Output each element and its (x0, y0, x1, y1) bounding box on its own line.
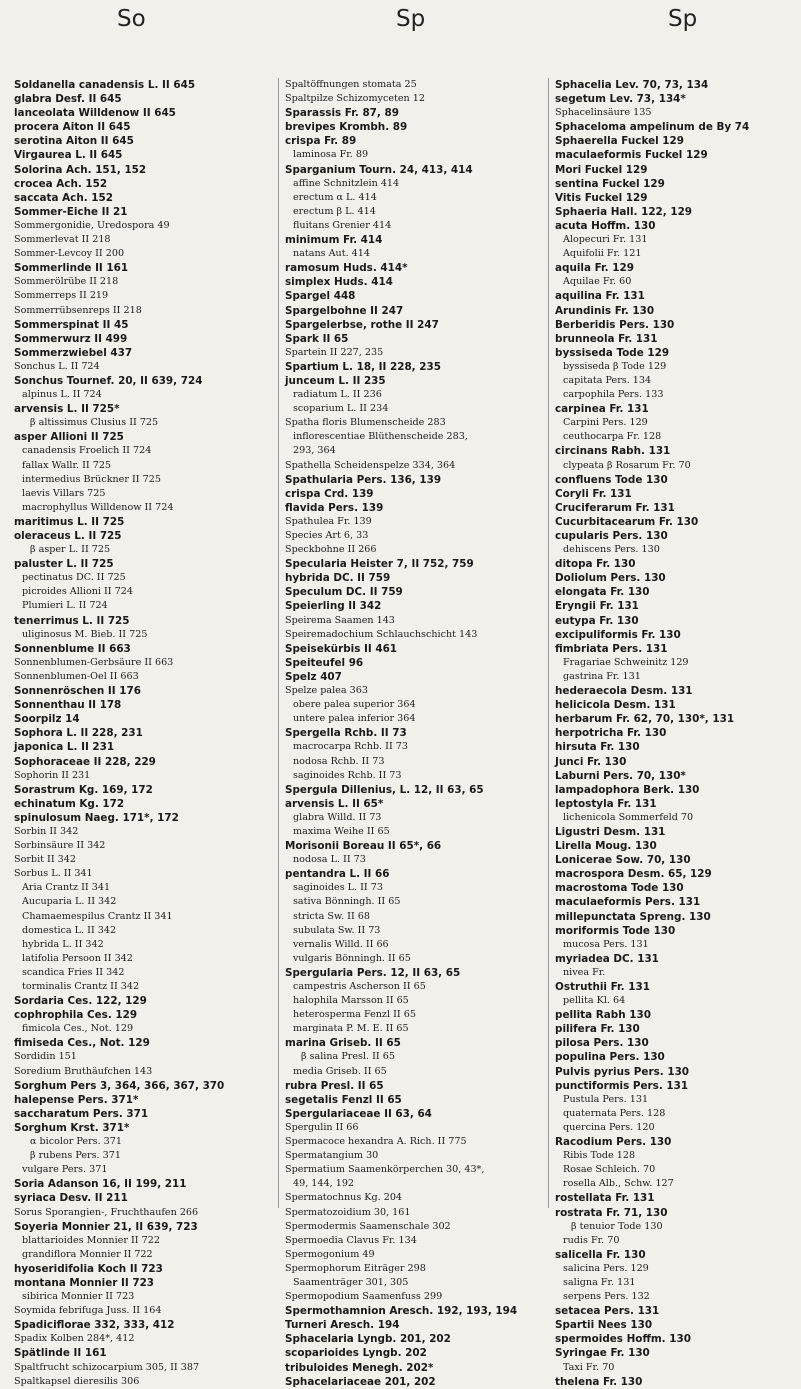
index-entry: Chamaemespilus Crantz II 341 (22, 910, 173, 922)
index-entry: Pulvis pyrius Pers. 130 (555, 1065, 690, 1078)
index-entry: eutypa Fr. 130 (555, 614, 639, 627)
index-entry: dehiscens Pers. 130 (563, 544, 660, 556)
index-entry: β asper L. II 725 (30, 544, 111, 556)
index-entry: Spermatozoidium 30, 161 (285, 1206, 411, 1218)
index-entry: Coryli Fr. 131 (555, 487, 632, 500)
index-entry: millepunctata Spreng. 130 (555, 910, 711, 923)
index-entry: Spaltfrucht schizocarpium 305, II 387 (14, 1361, 200, 1373)
index-entry: Alopecuri Fr. 131 (563, 234, 648, 246)
index-entry: laevis Villars 725 (22, 487, 106, 499)
index-entry: α bicolor Pers. 371 (30, 1136, 122, 1148)
index-entry: Spargel 448 (285, 290, 356, 303)
index-entry: vulgare Pers. 371 (22, 1164, 108, 1176)
index-entry: ceuthocarpa Fr. 128 (563, 431, 662, 443)
index-entry: Sommerspinat II 45 (14, 318, 129, 331)
index-entry: capitata Pers. 134 (563, 374, 652, 386)
index-entry: Spergularia Pers. 12, II 63, 65 (285, 966, 461, 979)
index-entry: Turneri Aresch. 194 (285, 1319, 400, 1332)
index-entry: grandiflora Monnier II 722 (22, 1248, 153, 1260)
index-entry: Sorbus L. II 341 (14, 868, 93, 880)
index-entry: Spermatangium 30 (285, 1150, 379, 1162)
index-entry: Spätlinde II 161 (14, 1347, 107, 1360)
index-entry: fimbriata Pers. 131 (555, 642, 668, 655)
index-entry: Vitis Fuckel 129 (555, 191, 648, 204)
index-entry: asper Allioni II 725 (14, 431, 124, 444)
index-entry: Cucurbitacearum Fr. 130 (555, 515, 699, 528)
index-entry: spermoides Hoffm. 130 (555, 1333, 691, 1346)
index-entry: paluster L. II 725 (14, 558, 114, 571)
index-entry: Sommerreps II 219 (14, 290, 109, 302)
index-entry: simplex Huds. 414 (285, 276, 393, 289)
index-entry: scandica Fries II 342 (22, 966, 125, 978)
index-entry: serpens Pers. 132 (563, 1291, 650, 1303)
index-entry: Spadix Kolben 284*, 412 (14, 1333, 135, 1345)
index-entry: Plumieri L. II 724 (22, 600, 108, 612)
index-entry: affine Schnitzlein 414 (293, 177, 400, 189)
index-entry: heterosperma Fenzl II 65 (293, 1009, 416, 1021)
index-entry: macrocarpa Rchb. II 73 (293, 741, 408, 753)
index-entry: mucosa Pers. 131 (563, 938, 649, 950)
index-entry: Spargelerbse, rothe II 247 (285, 318, 439, 331)
index-entry: saginoides Rchb. II 73 (293, 769, 402, 781)
index-entry: domestica L. II 342 (22, 924, 117, 936)
index-entry: hybrida DC. II 759 (285, 572, 391, 585)
index-entry: Sphaceloma ampelinum de By 74 (555, 121, 750, 134)
index-entry: fluitans Grenier 414 (293, 219, 392, 231)
index-entry: Spaltöffnungen stomata 25 (285, 79, 417, 90)
index-entry: untere palea inferior 364 (293, 713, 416, 725)
index-entry: Sonnenblume II 663 (14, 642, 131, 655)
index-entry: serotina Aiton II 645 (14, 135, 134, 148)
index-entry: arvensis L. II 65* (285, 797, 384, 810)
index-entry: Sonnenblumen-Oel II 663 (14, 670, 139, 682)
index-entry: Lonicerae Sow. 70, 130 (555, 854, 691, 867)
index-entry: Spermodermis Saamenschale 302 (285, 1220, 451, 1232)
index-entry: nodosa L. II 73 (293, 854, 366, 866)
index-entry: pellita Rabh 130 (555, 1009, 651, 1022)
index-entry: Speisekürbis II 461 (285, 642, 398, 655)
index-entry: carpinea Fr. 131 (555, 403, 649, 416)
index-entry: herpotricha Fr. 130 (555, 727, 667, 740)
index-entry: cophrophila Ces. 129 (14, 1009, 138, 1022)
index-entry: Speiremadochium Schlauchschicht 143 (285, 628, 478, 640)
index-entry: fallax Wallr. II 725 (22, 459, 112, 471)
index-entry: punctiformis Pers. 131 (555, 1079, 689, 1092)
index-entry: saccata Ach. 152 (14, 191, 113, 204)
index-entry: hybrida L. II 342 (22, 938, 104, 950)
index-entry: Sonnenblumen-Gerbsäure II 663 (14, 656, 174, 668)
index-entry: Sonnenthau II 178 (14, 699, 122, 712)
index-entry: 293, 364 (293, 445, 336, 457)
index-entry: Soria Adanson 16, II 199, 211 (14, 1178, 187, 1191)
index-entry: Spermatochnus Kg. 204 (285, 1192, 403, 1204)
index-entry: myriadea DC. 131 (555, 952, 659, 965)
index-entry: saccharatum Pers. 371 (14, 1107, 149, 1120)
index-entry: stricta Sw. II 68 (293, 910, 371, 922)
index-entry: macrostoma Tode 130 (555, 882, 684, 895)
index-entry: Sphaeria Hall. 122, 129 (555, 205, 693, 218)
index-entry: acuta Hoffm. 130 (555, 219, 656, 232)
index-entry: β tenuior Tode 130 (571, 1220, 663, 1232)
index-entry: Carpini Pers. 129 (563, 417, 648, 429)
index-entry: Sorghum Krst. 371* (14, 1121, 130, 1134)
index-column-1 (14, 78, 258, 1389)
index-entry: carpophila Pers. 133 (563, 389, 664, 401)
index-entry: maritimus L. II 725 (14, 515, 125, 528)
index-entry: Sommer-Levcoy II 200 (14, 248, 125, 260)
index-entry: halepense Pers. 371* (14, 1093, 139, 1106)
index-entry: salicella Fr. 130 (555, 1248, 646, 1261)
index-entry: junceum L. II 235 (285, 374, 386, 387)
index-entry: nivea Fr. (563, 966, 606, 978)
index-entry: Soorpilz 14 (14, 713, 80, 726)
index-entry: Speiteufel 96 (285, 656, 364, 669)
index-entry: aquila Fr. 129 (555, 262, 634, 275)
index-entry: Aria Crantz II 341 (22, 882, 111, 894)
index-entry: rosella Alb., Schw. 127 (563, 1178, 674, 1190)
index-entry: Spermopodium Saamenfuss 299 (285, 1291, 443, 1303)
index-entry: erectum α L. 414 (293, 191, 377, 203)
index-entry: pilifera Fr. 130 (555, 1023, 640, 1036)
index-entry: maxima Weihe II 65 (293, 825, 390, 837)
index-entry: Aquifolii Fr. 121 (563, 248, 642, 260)
index-entry: Spadiciflorae 332, 333, 412 (14, 1319, 175, 1332)
index-entry: pilosa Pers. 130 (555, 1037, 649, 1050)
index-entry: β salina Presl. II 65 (301, 1051, 395, 1063)
index-entry: alpinus L. II 724 (22, 389, 102, 401)
index-entry: salicina Pers. 129 (563, 1262, 649, 1274)
index-entry: pellita Kl. 64 (563, 995, 626, 1007)
index-entry: ditopa Fr. 130 (555, 558, 636, 571)
index-entry: Sommerlevat II 218 (14, 234, 111, 246)
index-entry: Sphacelinsäure 135 (555, 107, 652, 119)
index-entry: saginoides L. II 73 (293, 882, 383, 894)
index-entry: Eryngii Fr. 131 (555, 600, 639, 613)
index-entry: Sparassis Fr. 87, 89 (285, 107, 399, 120)
index-entry: crispa Fr. 89 (285, 135, 357, 148)
index-entry: Sphacelia Lev. 70, 73, 134 (555, 79, 709, 91)
index-entry: Berberidis Pers. 130 (555, 318, 675, 331)
index-entry: uliginosus M. Bieb. II 725 (22, 628, 148, 640)
index-entry: Spark II 65 (285, 332, 349, 345)
index-entry: echinatum Kg. 172 (14, 797, 125, 810)
index-entry: montana Monnier II 723 (14, 1276, 155, 1289)
index-entry: Spergella Rchb. II 73 (285, 727, 407, 740)
index-entry: Soyeria Monnier 21, II 639, 723 (14, 1220, 198, 1233)
index-entry: rudis Fr. 70 (563, 1234, 620, 1246)
index-entry: japonica L. II 231 (14, 741, 115, 754)
index-entry: blattarioides Monnier II 722 (22, 1234, 160, 1246)
index-entry: Ribis Tode 128 (563, 1150, 636, 1162)
index-entry: latifolia Persoon II 342 (22, 952, 133, 964)
index-entry: subulata Sw. II 73 (293, 924, 381, 936)
index-entry: torminalis Crantz II 342 (22, 981, 140, 992)
index-entry: Sorus Sporangien-, Fruchthaufen 266 (14, 1206, 199, 1218)
index-entry: syriaca Desv. II 211 (14, 1192, 128, 1205)
index-entry: excipuliformis Fr. 130 (555, 628, 681, 641)
index-entry: ramosum Huds. 414* (285, 262, 408, 275)
index-entry: Spermophorum Eiträger 298 (285, 1262, 426, 1274)
index-entry: brevipes Krombh. 89 (285, 121, 408, 134)
index-entry: lanceolata Willdenow II 645 (14, 107, 176, 120)
index-entry: Spermogonium 49 (285, 1248, 375, 1260)
index-entry: Ostruthii Fr. 131 (555, 981, 650, 993)
index-column-3 (548, 78, 801, 1388)
index-entry: byssiseda Tode 129 (555, 346, 670, 359)
index-entry: helicicola Desm. 131 (555, 699, 676, 712)
index-entry: Sordaria Ces. 122, 129 (14, 995, 147, 1008)
index-entry: maculaeformis Fuckel 129 (555, 149, 708, 162)
index-entry: cupularis Pers. 130 (555, 530, 668, 542)
header-right: Sp (668, 6, 698, 32)
index-entry: crispa Crd. 139 (285, 487, 374, 500)
index-entry: marina Griseb. II 65 (285, 1037, 401, 1050)
index-entry: Spatha floris Blumenscheide 283 (285, 417, 446, 429)
index-entry: Soredium Bruthäufchen 143 (14, 1065, 153, 1077)
index-entry: Soldanella canadensis L. II 645 (14, 79, 196, 91)
index-entry: arvensis L. II 725* (14, 403, 120, 416)
index-entry: Sommergonidie, Uredospora 49 (14, 219, 170, 231)
index-entry: halophila Marsson II 65 (293, 995, 409, 1007)
index-entry: Spartium L. 18, II 228, 235 (285, 360, 441, 373)
header-left: So (117, 6, 146, 32)
index-entry: byssiseda β Tode 129 (563, 360, 667, 372)
index-entry: Spergulin II 66 (285, 1121, 359, 1133)
index-entry: thelena Fr. 130 (555, 1375, 643, 1388)
index-entry: brunneola Fr. 131 (555, 332, 658, 345)
index-entry: hyoseridifolia Koch II 723 (14, 1262, 163, 1275)
index-entry: Sommerrübsenreps II 218 (14, 304, 142, 316)
index-entry: Sparganium Tourn. 24, 413, 414 (285, 163, 473, 176)
index-entry: Sphaerella Fuckel 129 (555, 135, 684, 148)
index-entry: Virgaurea L. II 645 (14, 149, 123, 162)
index-entry: Doliolum Pers. 130 (555, 572, 666, 585)
index-entry: Soymida febrifuga Juss. II 164 (14, 1305, 162, 1317)
index-entry: macrospora Desm. 65, 129 (555, 868, 712, 881)
index-entry: Morisonii Boreau II 65*, 66 (285, 840, 442, 853)
index-entry: Spermoedia Clavus Fr. 134 (285, 1234, 417, 1246)
index-entry: Spargelbohne II 247 (285, 304, 404, 317)
index-entry: canadensis Froelich II 724 (22, 445, 152, 457)
index-entry: clypeata β Rosarum Fr. 70 (563, 459, 691, 471)
index-entry: lampadophora Berk. 130 (555, 783, 700, 796)
index-entry: Speierling II 342 (285, 600, 382, 613)
index-entry: sibirica Monnier II 723 (22, 1291, 135, 1303)
index-entry: Spergulariaceae II 63, 64 (285, 1107, 432, 1120)
header-middle: Sp (396, 6, 426, 32)
index-entry: tenerrimus L. II 725 (14, 614, 130, 627)
index-entry: segetalis Fenzl II 65 (285, 1093, 402, 1106)
index-entry: Arundinis Fr. 130 (555, 304, 655, 317)
index-entry: Sophora L. II 228, 231 (14, 727, 143, 740)
index-entry: Spaltpilze Schizomyceten 12 (285, 93, 425, 105)
index-entry: hederaecola Desm. 131 (555, 685, 693, 698)
index-entry: pentandra L. II 66 (285, 868, 390, 881)
index-entry: Species Art 6, 33 (285, 530, 369, 541)
index-entry: Mori Fuckel 129 (555, 163, 648, 176)
index-entry: Sonnenröschen II 176 (14, 685, 141, 698)
index-entry: hirsuta Fr. 130 (555, 741, 640, 754)
index-entry: Junci Fr. 130 (555, 755, 627, 768)
index-entry: moriformis Tode 130 (555, 924, 676, 937)
index-entry: media Griseb. II 65 (293, 1065, 387, 1077)
index-entry: laminosa Fr. 89 (293, 149, 369, 161)
index-entry: rostellata Fr. 131 (555, 1192, 655, 1205)
index-entry: intermedius Brückner II 725 (22, 473, 161, 485)
index-entry: natans Aut. 414 (293, 248, 370, 260)
index-entry: elongata Fr. 130 (555, 586, 650, 599)
index-entry: Aquilae Fr. 60 (563, 276, 632, 288)
index-entry: campestris Ascherson II 65 (293, 981, 426, 992)
index-entry: segetum Lev. 73, 134* (555, 93, 686, 106)
index-entry: Spermothamnion Aresch. 192, 193, 194 (285, 1305, 518, 1318)
index-entry: leptostyla Fr. 131 (555, 797, 657, 810)
index-entry: quaternata Pers. 128 (563, 1107, 666, 1119)
running-headers (0, 4, 800, 44)
index-entry: Spartii Nees 130 (555, 1319, 653, 1332)
index-entry: nodosa Rchb. II 73 (293, 755, 385, 767)
index-entry: Sphacelariaceae 201, 202 (285, 1375, 436, 1388)
index-entry: Solorina Ach. 151, 152 (14, 163, 147, 176)
index-entry: radiatum L. II 236 (293, 389, 382, 401)
index-entry: vernalis Willd. II 66 (293, 938, 389, 950)
index-entry: β rubens Pers. 371 (30, 1150, 121, 1162)
index-entry: Spergula Dillenius, L. 12, II 63, 65 (285, 783, 484, 796)
index-entry: rubra Presl. II 65 (285, 1079, 384, 1092)
index-entry: Spermatium Saamenkörperchen 30, 43*, (285, 1164, 485, 1176)
index-entry: inflorescentiae Blüthenscheide 283, (293, 431, 468, 443)
index-entry: Sordidin 151 (14, 1051, 77, 1063)
index-entry: Aucuparia L. II 342 (22, 896, 117, 908)
index-entry: saligna Fr. 131 (563, 1276, 636, 1288)
index-entry: Racodium Pers. 130 (555, 1136, 672, 1149)
index-entry: Sophorin II 231 (14, 769, 91, 781)
index-column-2 (278, 78, 549, 1388)
index-entry: populina Pers. 130 (555, 1051, 665, 1064)
index-entry: fimiseda Ces., Not. 129 (14, 1037, 150, 1050)
index-entry: β altissimus Clusius II 725 (30, 417, 159, 429)
index-entry: flavida Pers. 139 (285, 501, 384, 514)
index-entry: spinulosum Naeg. 171*, 172 (14, 811, 179, 824)
index-entry: scoparioides Lyngb. 202 (285, 1347, 427, 1360)
index-entry: Spathularia Pers. 136, 139 (285, 473, 442, 486)
index-entry: aquilina Fr. 131 (555, 290, 645, 303)
index-entry: Spaltkapsel dieresilis 306 (14, 1375, 140, 1387)
index-entry: procera Aiton II 645 (14, 121, 131, 134)
index-entry: oleraceus L. II 725 (14, 530, 122, 542)
index-entry: Sommer-Eiche II 21 (14, 205, 128, 218)
index-entry: Ligustri Desm. 131 (555, 825, 666, 838)
index-entry: confluens Tode 130 (555, 473, 668, 486)
index-entry: Spelze palea 363 (285, 685, 368, 697)
index-entry: Sorbit II 342 (14, 854, 76, 866)
index-entry: Cruciferarum Fr. 131 (555, 501, 675, 514)
index-entry: gastrina Fr. 131 (563, 670, 641, 682)
index-entry: Spathella Scheidenspelze 334, 364 (285, 459, 456, 471)
index-entry: erectum β L. 414 (293, 205, 376, 217)
index-entry: Sonchus Tournef. 20, II 639, 724 (14, 374, 203, 387)
index-entry: scoparium L. II 234 (293, 403, 389, 415)
index-entry: tribuloides Menegh. 202* (285, 1361, 434, 1374)
index-entry: Specularia Heister 7, II 752, 759 (285, 558, 474, 571)
index-entry: Sonchus L. II 724 (14, 360, 100, 372)
index-entry: maculaeformis Pers. 131 (555, 896, 701, 909)
index-entry: macrophyllus Willdenow II 724 (22, 501, 174, 513)
index-entry: Sommerzwiebel 437 (14, 346, 133, 359)
index-entry: Spelz 407 (285, 670, 342, 683)
index-entry: Pustula Pers. 131 (563, 1093, 649, 1105)
index-entry: minimum Fr. 414 (285, 234, 383, 247)
index-entry: Fragariae Schweinitz 129 (563, 656, 689, 668)
index-entry: Spermacoce hexandra A. Rich. II 775 (285, 1136, 467, 1148)
index-entry: Sorbinsäure II 342 (14, 840, 106, 852)
index-entry: crocea Ach. 152 (14, 177, 108, 190)
index-entry: sativa Bönningh. II 65 (293, 896, 401, 908)
index-entry: Laburni Pers. 70, 130* (555, 769, 686, 782)
index-entry: setacea Pers. 131 (555, 1305, 660, 1318)
index-entry: Taxi Fr. 70 (563, 1361, 615, 1373)
index-entry: quercina Pers. 120 (563, 1121, 655, 1133)
index-entry: Speirema Saamen 143 (285, 614, 395, 626)
index-entry: Sorbin II 342 (14, 825, 79, 837)
index-entry: Spartein II 227, 235 (285, 346, 384, 358)
index-entry: Sommerölrübe II 218 (14, 276, 119, 288)
index-entry: Sommerwurz II 499 (14, 332, 128, 345)
index-entry: sentina Fuckel 129 (555, 177, 665, 190)
index-entry: Rosae Schleich. 70 (563, 1164, 656, 1176)
index-entry: Spathulea Fr. 139 (285, 515, 372, 527)
index-entry: 49, 144, 192 (293, 1178, 355, 1190)
index-entry: pectinatus DC. II 725 (22, 572, 126, 584)
index-entry: rostrata Fr. 71, 130 (555, 1206, 668, 1219)
index-entry: Sphacelaria Lyngb. 201, 202 (285, 1333, 451, 1346)
index-entry: Lirella Moug. 130 (555, 840, 657, 853)
index-entry: Sorghum Pers 3, 364, 366, 367, 370 (14, 1079, 225, 1092)
index-entry: herbarum Fr. 62, 70, 130*, 131 (555, 713, 735, 726)
index-entry: Syringae Fr. 130 (555, 1347, 650, 1360)
index-entry: marginata P. M. E. II 65 (293, 1023, 409, 1035)
index-entry: glabra Willd. II 73 (293, 811, 382, 823)
index-entry: lichenicola Sommerfeld 70 (563, 811, 694, 823)
index-entry: Saamenträger 301, 305 (293, 1276, 409, 1288)
index-entry: fimicola Ces., Not. 129 (22, 1023, 134, 1035)
index-entry: Sommerlinde II 161 (14, 262, 129, 275)
index-entry: glabra Desf. II 645 (14, 93, 122, 106)
index-entry: picroides Allioni II 724 (22, 586, 133, 598)
index-entry: Sophoraceae II 228, 229 (14, 755, 156, 768)
index-entry: Speckbohne II 266 (285, 544, 377, 556)
index-entry: obere palea superior 364 (293, 699, 416, 711)
index-entry: Speculum DC. II 759 (285, 586, 403, 599)
index-entry: circinans Rabh. 131 (555, 445, 671, 458)
index-entry: vulgaris Bönningh. II 65 (293, 952, 411, 964)
index-entry: Sorastrum Kg. 169, 172 (14, 783, 153, 796)
